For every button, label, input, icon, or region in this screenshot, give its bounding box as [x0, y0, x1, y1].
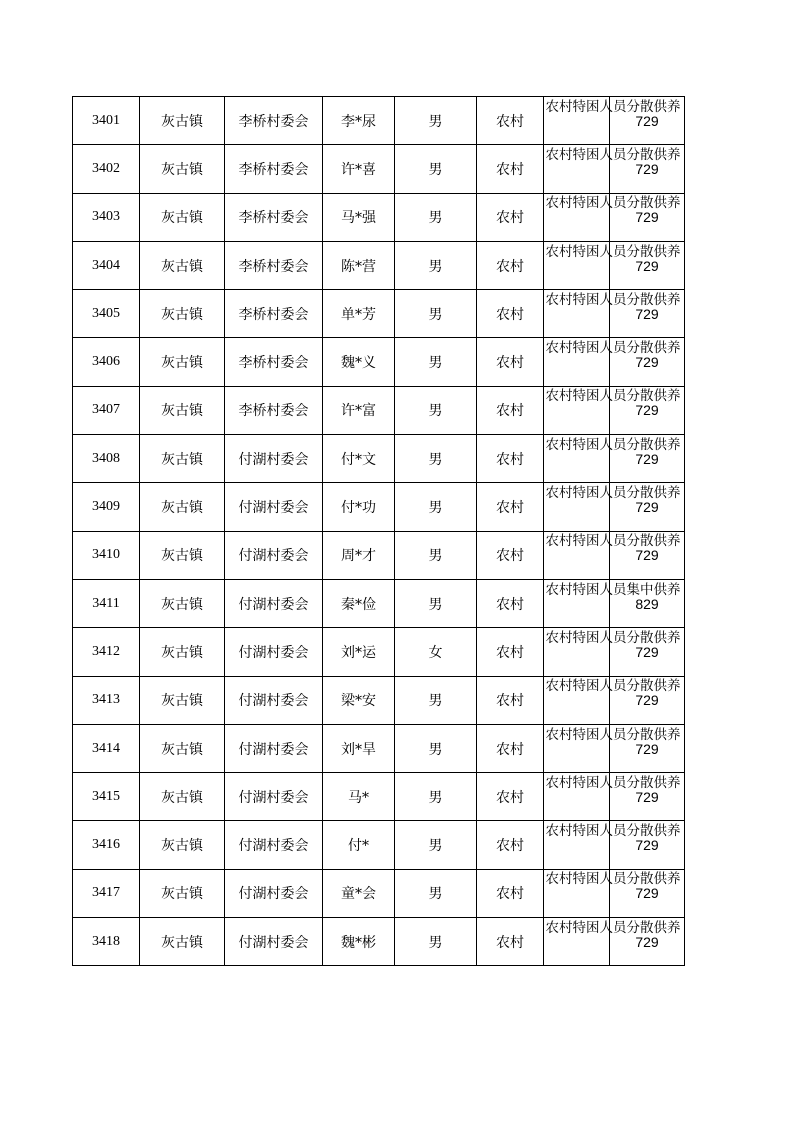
- person-name-cell: 付*功: [323, 483, 395, 531]
- town-cell: 灰古镇: [140, 676, 225, 724]
- table-row: [73, 531, 685, 579]
- area-type-cell: 农村: [477, 869, 544, 917]
- table-row: [73, 676, 685, 724]
- town-cell: 灰古镇: [140, 241, 225, 289]
- area-type-cell: 农村: [477, 773, 544, 821]
- support-type-text: 农村特困人员分散供养: [545, 485, 681, 502]
- village-committee-cell: 付湖村委会: [225, 869, 323, 917]
- gender-cell: 女: [395, 628, 477, 676]
- table-row: [73, 386, 685, 434]
- gender-cell: 男: [395, 241, 477, 289]
- town-cell: 灰古镇: [140, 579, 225, 627]
- amount-cell: 729: [610, 628, 685, 676]
- area-type-cell: 农村: [477, 193, 544, 241]
- area-type-cell: 农村: [477, 531, 544, 579]
- support-type-text: 农村特困人员分散供养: [545, 726, 681, 743]
- area-type-cell: 农村: [477, 676, 544, 724]
- gender-cell: 男: [395, 145, 477, 193]
- village-committee-cell: 李桥村委会: [225, 97, 323, 145]
- record-id-cell: 3416: [73, 821, 140, 869]
- support-type-text: 农村特困人员分散供养: [545, 340, 681, 357]
- support-type-text: 农村特困人员分散供养: [545, 388, 681, 405]
- village-committee-cell: 李桥村委会: [225, 145, 323, 193]
- area-type-cell: 农村: [477, 579, 544, 627]
- person-name-cell: 周*才: [323, 531, 395, 579]
- town-cell: 灰古镇: [140, 821, 225, 869]
- village-committee-cell: 付湖村委会: [225, 676, 323, 724]
- gender-cell: 男: [395, 676, 477, 724]
- amount-cell: 729: [610, 193, 685, 241]
- table-row: [73, 773, 685, 821]
- amount-cell: 729: [610, 97, 685, 145]
- town-cell: 灰古镇: [140, 145, 225, 193]
- amount-cell: 729: [610, 241, 685, 289]
- table-row: [73, 338, 685, 386]
- area-type-cell: 农村: [477, 628, 544, 676]
- gender-cell: 男: [395, 918, 477, 966]
- person-name-cell: 马*: [323, 773, 395, 821]
- village-committee-cell: 李桥村委会: [225, 241, 323, 289]
- gender-cell: 男: [395, 531, 477, 579]
- support-type-text: 农村特困人员集中供养: [545, 581, 681, 598]
- record-id-cell: 3408: [73, 435, 140, 483]
- record-id-cell: 3417: [73, 869, 140, 917]
- village-committee-cell: 李桥村委会: [225, 386, 323, 434]
- support-type-text: 农村特困人员分散供养: [545, 195, 681, 212]
- support-type-text: 农村特困人员分散供养: [545, 678, 681, 695]
- record-id-cell: 3409: [73, 483, 140, 531]
- record-id-cell: 3406: [73, 338, 140, 386]
- person-name-cell: 马*强: [323, 193, 395, 241]
- amount-cell: 729: [610, 676, 685, 724]
- record-id-cell: 3401: [73, 97, 140, 145]
- amount-cell: 729: [610, 145, 685, 193]
- town-cell: 灰古镇: [140, 773, 225, 821]
- record-id-cell: 3407: [73, 386, 140, 434]
- amount-cell: 729: [610, 435, 685, 483]
- area-type-cell: 农村: [477, 338, 544, 386]
- support-type-text: 农村特困人员分散供养: [545, 98, 681, 115]
- support-type-text: 农村特困人员分散供养: [545, 436, 681, 453]
- record-id-cell: 3415: [73, 773, 140, 821]
- table-row: [73, 869, 685, 917]
- area-type-cell: 农村: [477, 97, 544, 145]
- table-row: [73, 97, 685, 145]
- record-id-cell: 3413: [73, 676, 140, 724]
- person-name-cell: 付*文: [323, 435, 395, 483]
- table-row: [73, 193, 685, 241]
- table-row: [73, 821, 685, 869]
- record-id-cell: 3414: [73, 724, 140, 772]
- table-row: [73, 628, 685, 676]
- person-name-cell: 魏*彬: [323, 918, 395, 966]
- record-id-cell: 3403: [73, 193, 140, 241]
- amount-cell: 729: [610, 531, 685, 579]
- town-cell: 灰古镇: [140, 918, 225, 966]
- area-type-cell: 农村: [477, 821, 544, 869]
- person-name-cell: 童*会: [323, 869, 395, 917]
- person-name-cell: 刘*旱: [323, 724, 395, 772]
- area-type-cell: 农村: [477, 724, 544, 772]
- town-cell: 灰古镇: [140, 386, 225, 434]
- person-name-cell: 李*尿: [323, 97, 395, 145]
- record-id-cell: 3412: [73, 628, 140, 676]
- area-type-cell: 农村: [477, 290, 544, 338]
- person-name-cell: 单*芳: [323, 290, 395, 338]
- gender-cell: 男: [395, 773, 477, 821]
- town-cell: 灰古镇: [140, 435, 225, 483]
- table-row: [73, 483, 685, 531]
- amount-cell: 829: [610, 579, 685, 627]
- village-committee-cell: 李桥村委会: [225, 193, 323, 241]
- town-cell: 灰古镇: [140, 628, 225, 676]
- amount-cell: 729: [610, 724, 685, 772]
- person-name-cell: 陈*营: [323, 241, 395, 289]
- support-type-text: 农村特困人员分散供养: [545, 774, 681, 791]
- support-type-text: 农村特困人员分散供养: [545, 823, 681, 840]
- support-type-text: 农村特困人员分散供养: [545, 533, 681, 550]
- support-type-text: 农村特困人员分散供养: [545, 146, 681, 163]
- gender-cell: 男: [395, 579, 477, 627]
- person-name-cell: 刘*运: [323, 628, 395, 676]
- village-committee-cell: 付湖村委会: [225, 531, 323, 579]
- gender-cell: 男: [395, 97, 477, 145]
- gender-cell: 男: [395, 821, 477, 869]
- area-type-cell: 农村: [477, 435, 544, 483]
- town-cell: 灰古镇: [140, 97, 225, 145]
- gender-cell: 男: [395, 435, 477, 483]
- amount-cell: 729: [610, 338, 685, 386]
- town-cell: 灰古镇: [140, 724, 225, 772]
- town-cell: 灰古镇: [140, 338, 225, 386]
- record-id-cell: 3402: [73, 145, 140, 193]
- town-cell: 灰古镇: [140, 531, 225, 579]
- village-committee-cell: 付湖村委会: [225, 483, 323, 531]
- gender-cell: 男: [395, 386, 477, 434]
- village-committee-cell: 付湖村委会: [225, 918, 323, 966]
- table-row: [73, 145, 685, 193]
- person-name-cell: 秦*俭: [323, 579, 395, 627]
- roster-body: [73, 97, 685, 966]
- village-committee-cell: 付湖村委会: [225, 628, 323, 676]
- area-type-cell: 农村: [477, 145, 544, 193]
- village-committee-cell: 付湖村委会: [225, 724, 323, 772]
- gender-cell: 男: [395, 290, 477, 338]
- area-type-cell: 农村: [477, 483, 544, 531]
- support-type-text: 农村特困人员分散供养: [545, 919, 681, 936]
- support-type-text: 农村特困人员分散供养: [545, 871, 681, 888]
- village-committee-cell: 付湖村委会: [225, 821, 323, 869]
- village-committee-cell: 付湖村委会: [225, 435, 323, 483]
- gender-cell: 男: [395, 338, 477, 386]
- area-type-cell: 农村: [477, 918, 544, 966]
- person-name-cell: 付*: [323, 821, 395, 869]
- record-id-cell: 3404: [73, 241, 140, 289]
- amount-cell: 729: [610, 869, 685, 917]
- table-row: [73, 579, 685, 627]
- amount-cell: 729: [610, 773, 685, 821]
- village-committee-cell: 李桥村委会: [225, 338, 323, 386]
- village-committee-cell: 付湖村委会: [225, 579, 323, 627]
- support-type-text: 农村特困人员分散供养: [545, 629, 681, 646]
- roster-table: [72, 96, 685, 966]
- support-type-text: 农村特困人员分散供养: [545, 243, 681, 260]
- amount-cell: 729: [610, 386, 685, 434]
- amount-cell: 729: [610, 918, 685, 966]
- record-id-cell: 3418: [73, 918, 140, 966]
- area-type-cell: 农村: [477, 241, 544, 289]
- record-id-cell: 3411: [73, 579, 140, 627]
- table-row: [73, 918, 685, 966]
- village-committee-cell: 李桥村委会: [225, 290, 323, 338]
- person-name-cell: 许*富: [323, 386, 395, 434]
- support-type-text: 农村特困人员分散供养: [545, 291, 681, 308]
- gender-cell: 男: [395, 193, 477, 241]
- amount-cell: 729: [610, 483, 685, 531]
- gender-cell: 男: [395, 483, 477, 531]
- amount-cell: 729: [610, 821, 685, 869]
- table-row: [73, 290, 685, 338]
- person-name-cell: 许*喜: [323, 145, 395, 193]
- amount-cell: 729: [610, 290, 685, 338]
- gender-cell: 男: [395, 869, 477, 917]
- village-committee-cell: 付湖村委会: [225, 773, 323, 821]
- person-name-cell: 梁*安: [323, 676, 395, 724]
- table-row: [73, 724, 685, 772]
- table-row: [73, 435, 685, 483]
- record-id-cell: 3405: [73, 290, 140, 338]
- town-cell: 灰古镇: [140, 290, 225, 338]
- table-row: [73, 241, 685, 289]
- record-id-cell: 3410: [73, 531, 140, 579]
- person-name-cell: 魏*义: [323, 338, 395, 386]
- town-cell: 灰古镇: [140, 483, 225, 531]
- town-cell: 灰古镇: [140, 193, 225, 241]
- gender-cell: 男: [395, 724, 477, 772]
- town-cell: 灰古镇: [140, 869, 225, 917]
- area-type-cell: 农村: [477, 386, 544, 434]
